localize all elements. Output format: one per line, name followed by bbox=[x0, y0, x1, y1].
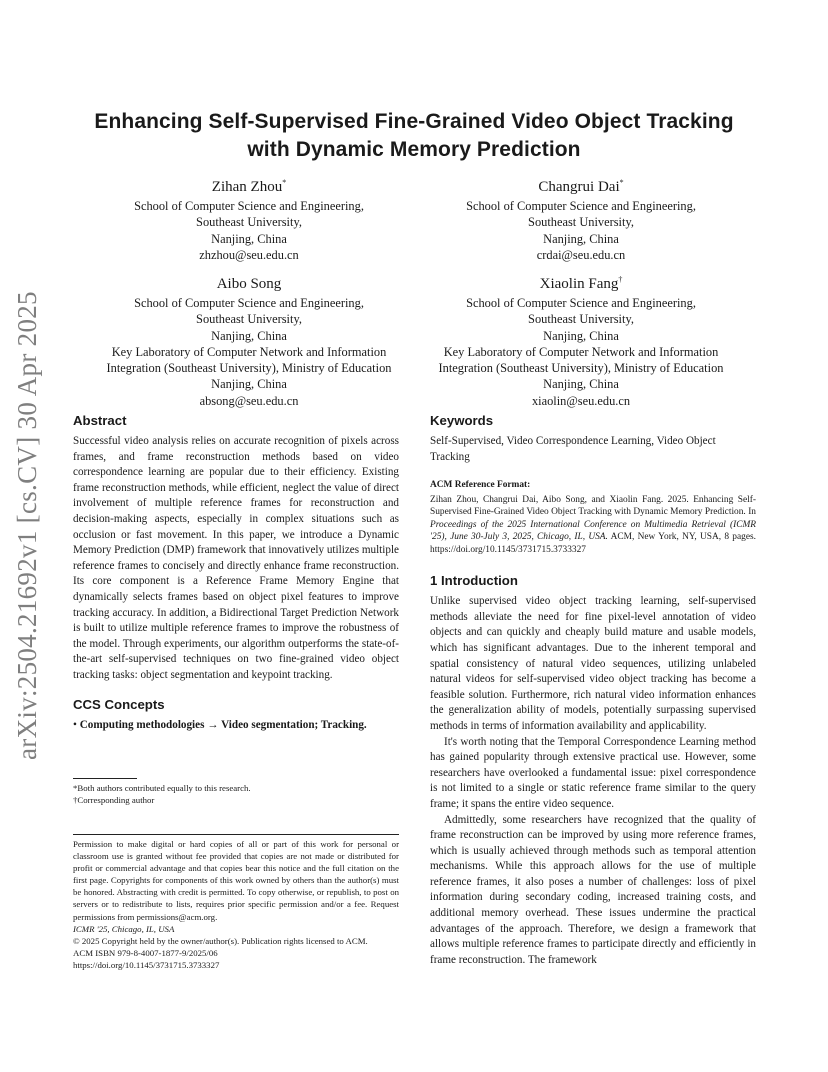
author-affil-line: Key Laboratory of Computer Network and Information bbox=[111, 344, 387, 359]
author-name: Aibo Song bbox=[216, 276, 282, 292]
permission-text: Permission to make digital or hard copies of all or part of this work for personal or classroom use is granted without fee provided that copies are not made or distributed for profit or commercial advantage and that copies bear this notice and the full citation on the first page. Copyrights for components of this work owned by others than the author(s) must be honored. Abstracting with credit is permitted. To copy otherwise, or republish, to post on servers or to redistribute to lists, requires prior specific permission and/or a fee. Request permissions from permissions@acm.org. bbox=[73, 839, 399, 922]
title-line-2: with Dynamic Memory Prediction bbox=[247, 138, 581, 161]
author-affil-line: Nanjing, China bbox=[543, 377, 619, 392]
title-line-1: Enhancing Self-Supervised Fine-Grained Video Object Tracking bbox=[94, 110, 734, 133]
footnote-rule bbox=[73, 778, 137, 779]
author-affil-line: Nanjing, China bbox=[211, 328, 287, 343]
author-block-4 bbox=[416, 270, 746, 409]
abstract-text: Successful video analysis relies on accurate recognition of pixels across frames, and frame reconstruction methods based on video correspondence learning are popular due to their efficiency. Existing frame reconstruction methods, while efficient, neglect the value of direct involvement of multiple reference frames for reconstruction and decision-making aspects, especially in complex situations such as occlusion or fast movement. In this paper, we introduce a Dynamic Memory Prediction (DMP) framework that innovatively utilizes multiple reference frames to concisely and directly enhance frame reconstruction. Its core component is a Reference Frame Memory Engine that dynamically selects frames based on object pixel features to improve tracking accuracy. In addition, a Bidirectional Target Prediction Network is built to utilize multiple reference frames to improve the robustness of the model. Through experiments, our algorithm outperforms the state-of-the-art self-supervised techniques on two fine-grained video object tracking tasks: object segmentation and keypoint tracking. bbox=[73, 435, 399, 681]
author-email[interactable]: crdai@seu.edu.cn bbox=[536, 247, 626, 262]
footnote-equal: *Both authors contributed equally to this research. bbox=[73, 783, 251, 793]
footnotes bbox=[73, 782, 399, 806]
paper-title bbox=[60, 108, 768, 164]
keywords-heading: Keywords bbox=[430, 413, 494, 428]
author-name: Zihan Zhou* bbox=[211, 178, 287, 195]
author-affil-line: School of Computer Science and Engineering, bbox=[134, 296, 364, 310]
author-affil-line: Nanjing, China bbox=[543, 231, 619, 246]
left-column bbox=[73, 412, 399, 733]
author-affil-line: Integration (Southeast University), Ministry of Education bbox=[106, 361, 392, 376]
intro-paragraph-2: It's worth noting that the Temporal Correspondence Learning method has gained popularity through extensive practical use. However, some researchers have overlooked a fundamental issue: pixel correspondence is not limited to a single or static reference frame similar to the query frame; it spans the entire video sequence. bbox=[430, 735, 756, 810]
intro-paragraph-1: Unlike supervised video object tracking learning, self-supervised methods alleviate the need for fine pixel-level annotation of video objects and can quickly and cheaply build mature and usable models, which has significant advantages. Due to the inherent temporal and spatial consistency of natural video sequences, utilizing unlabeled natural videos for self-supervised video object tracking has become a feasible solution. Furthermore, rich natural video information enhances the generalization ability of models, potentially surpassing supervised methods in terms of information availability and applicability. bbox=[430, 595, 756, 732]
intro-heading: 1 Introduction bbox=[430, 573, 518, 589]
author-affil-line: Integration (Southeast University), Ministry of Education bbox=[438, 361, 724, 376]
author-affil-line: School of Computer Science and Engineering, bbox=[466, 199, 696, 213]
author-block-2 bbox=[416, 173, 746, 263]
acm-ref-text: Zihan Zhou, Changrui Dai, Aibo Song, and Xiaolin Fang. 2025. Enhancing Self-Supervised Fine-Grained Video Object Tracking with Dynamic Memory Prediction. In Proceedings of the 2025 International Conference on Multimedia Retrieval (ICMR '25), June 30-July 3, 2025, Chicago, IL, USA. ACM, New York, NY, USA, 8 pages. https://doi.org/10.1145/3731715.3733327 bbox=[430, 494, 756, 555]
author-affil-line: Nanjing, China bbox=[211, 377, 287, 392]
author-affil-line: Southeast University, bbox=[528, 312, 634, 327]
author-name: Changrui Dai* bbox=[538, 178, 624, 195]
permission-rule bbox=[73, 834, 399, 835]
intro-paragraph-3: Admittedly, some researchers have recognized that the quality of frame reconstruction can be improved by using more reference frames, which is usually achieved through methods such as temporal attention mechanisms. While this approach allows for the use of multiple reference frames, it also poses a number of challenges: loss of pixel information during secondary coding, increased training costs, and additional memory overhead. These issues undermine the practical advantages of the approach. Therefore, we design a framework that allows multiple reference frames to participate directly and efficiently in frame reconstruction. The framework bbox=[430, 813, 756, 966]
author-block-3 bbox=[84, 270, 414, 409]
ccs-concepts: • Computing methodologies → Video segmentation; Tracking. bbox=[73, 718, 367, 731]
author-affil-line: Southeast University, bbox=[528, 215, 634, 230]
permission-block bbox=[73, 838, 399, 971]
arxiv-stamp: arXiv:2504.21692v1 [cs.CV] 30 Apr 2025 bbox=[12, 291, 42, 760]
author-affil-line: Key Laboratory of Computer Network and Information bbox=[443, 344, 719, 359]
venue-line: ICMR '25, Chicago, IL, USA bbox=[73, 923, 175, 934]
author-affil-line: Southeast University, bbox=[196, 215, 302, 230]
keywords-text: Self-Supervised, Video Correspondence Learning, Video Object Tracking bbox=[430, 435, 716, 463]
author-affil-line: School of Computer Science and Engineering, bbox=[466, 296, 696, 310]
author-affil-line: School of Computer Science and Engineering, bbox=[134, 199, 364, 213]
acm-ref-heading: ACM Reference Format: bbox=[430, 480, 531, 491]
author-email[interactable]: absong@seu.edu.cn bbox=[199, 393, 299, 408]
doi-link[interactable]: https://doi.org/10.1145/3731715.3733327 bbox=[73, 959, 220, 970]
author-affil-line: Southeast University, bbox=[196, 312, 302, 327]
ccs-heading: CCS Concepts bbox=[73, 696, 165, 712]
copyright-line: © 2025 Copyright held by the owner/author(s). Publication rights licensed to ACM. bbox=[73, 935, 368, 946]
isbn-line: ACM ISBN 979-8-4007-1877-9/2025/06 bbox=[73, 947, 218, 958]
author-email[interactable]: xiaolin@seu.edu.cn bbox=[531, 393, 631, 408]
footnote-corresponding: †Corresponding author bbox=[73, 795, 155, 806]
right-column bbox=[430, 412, 756, 968]
author-affil-line: Nanjing, China bbox=[543, 328, 619, 343]
author-block-1 bbox=[84, 173, 414, 263]
author-name: Xiaolin Fang† bbox=[539, 275, 623, 292]
author-affil-line: Nanjing, China bbox=[211, 231, 287, 246]
author-email[interactable]: zhzhou@seu.edu.cn bbox=[199, 247, 299, 262]
abstract-heading: Abstract bbox=[73, 413, 127, 428]
